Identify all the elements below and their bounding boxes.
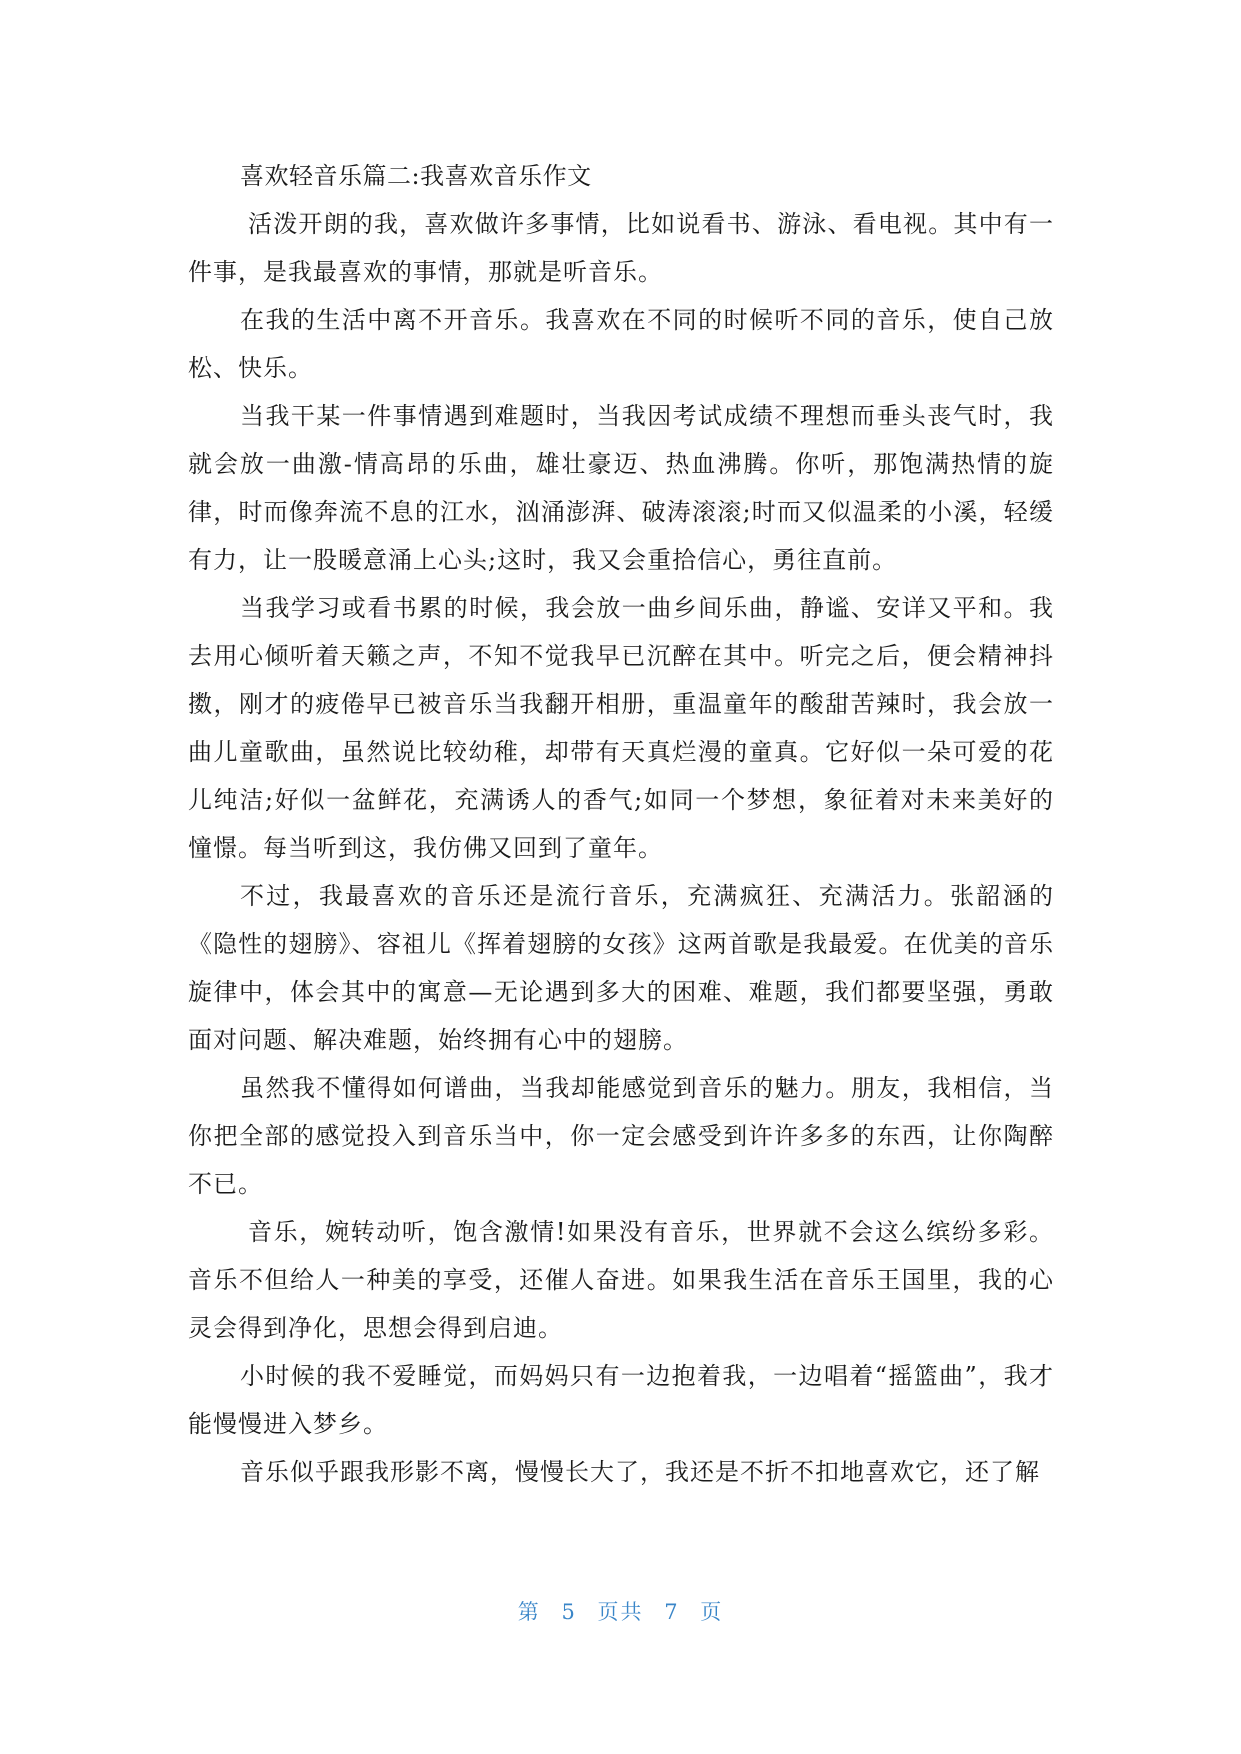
paragraph-1: 活泼开朗的我，喜欢做许多事情，比如说看书、游泳、看电视。其中有一件事，是我最喜欢的事情，那就是听音乐。 bbox=[188, 210, 1054, 286]
paragraph-7: 音乐，婉转动听，饱含激情!如果没有音乐，世界就不会这么缤纷多彩。音乐不但给人一种美的享受，还催人奋进。如果我生活在音乐王国里，我的心灵会得到净化，思想会得到启迪。 bbox=[188, 1218, 1054, 1342]
document-title: 喜欢轻音乐篇二:我喜欢音乐作文 bbox=[240, 162, 592, 190]
footer-label-end: 页 bbox=[700, 1600, 724, 1624]
footer-label-page: 第 bbox=[517, 1600, 541, 1624]
page-footer bbox=[0, 1596, 1241, 1626]
paragraph-5: 不过，我最喜欢的音乐还是流行音乐，充满疯狂、充满活力。张韶涵的《隐性的翅膀》、容祖儿《挥着翅膀的女孩》这两首歌是我最爱。在优美的音乐旋律中，体会其中的寓意—无论遇到多大的困难、难题，我们都要坚强，勇敢面对问题、解决难题，始终拥有心中的翅膀。 bbox=[188, 882, 1054, 1054]
paragraph-4: 当我学习或看书累的时候，我会放一曲乡间乐曲，静谧、安详又平和。我去用心倾听着天籁之声，不知不觉我早已沉醉在其中。听完之后，便会精神抖擞，刚才的疲倦早已被音乐当我翻开相册，重温童年的酸甜苦辣时，我会放一曲儿童歌曲，虽然说比较幼稚，却带有天真烂漫的童真。它好似一朵可爱的花儿纯洁;好似一盆鲜花，充满诱人的香气;如同一个梦想，象征着对未来美好的憧憬。每当听到这，我仿佛又回到了童年。 bbox=[188, 594, 1054, 862]
document-body bbox=[188, 152, 1054, 1496]
paragraph-9: 音乐似乎跟我形影不离，慢慢长大了，我还是不折不扣地喜欢它，还了解 bbox=[240, 1458, 1040, 1486]
footer-total-pages: 7 bbox=[664, 1600, 680, 1624]
footer-current-page: 5 bbox=[561, 1600, 577, 1624]
paragraph-3: 当我干某一件事情遇到难题时，当我因考试成绩不理想而垂头丧气时，我就会放一曲激-情高昂的乐曲，雄壮豪迈、热血沸腾。你听，那饱满热情的旋律，时而像奔流不息的江水，汹涌澎湃、破涛滚滚;时而又似温柔的小溪，轻缓有力，让一股暖意涌上心头;这时，我又会重拾信心，勇往直前。 bbox=[188, 402, 1054, 574]
paragraph-8: 小时候的我不爱睡觉，而妈妈只有一边抱着我，一边唱着“摇篮曲”，我才能慢慢进入梦乡。 bbox=[188, 1362, 1054, 1438]
paragraph-6: 虽然我不懂得如何谱曲，当我却能感觉到音乐的魅力。朋友，我相信，当你把全部的感觉投入到音乐当中，你一定会感受到许许多多的东西，让你陶醉不已。 bbox=[188, 1074, 1054, 1198]
paragraph-2: 在我的生活中离不开音乐。我喜欢在不同的时候听不同的音乐，使自己放松、快乐。 bbox=[188, 306, 1054, 382]
footer-label-total: 页共 bbox=[597, 1600, 644, 1624]
